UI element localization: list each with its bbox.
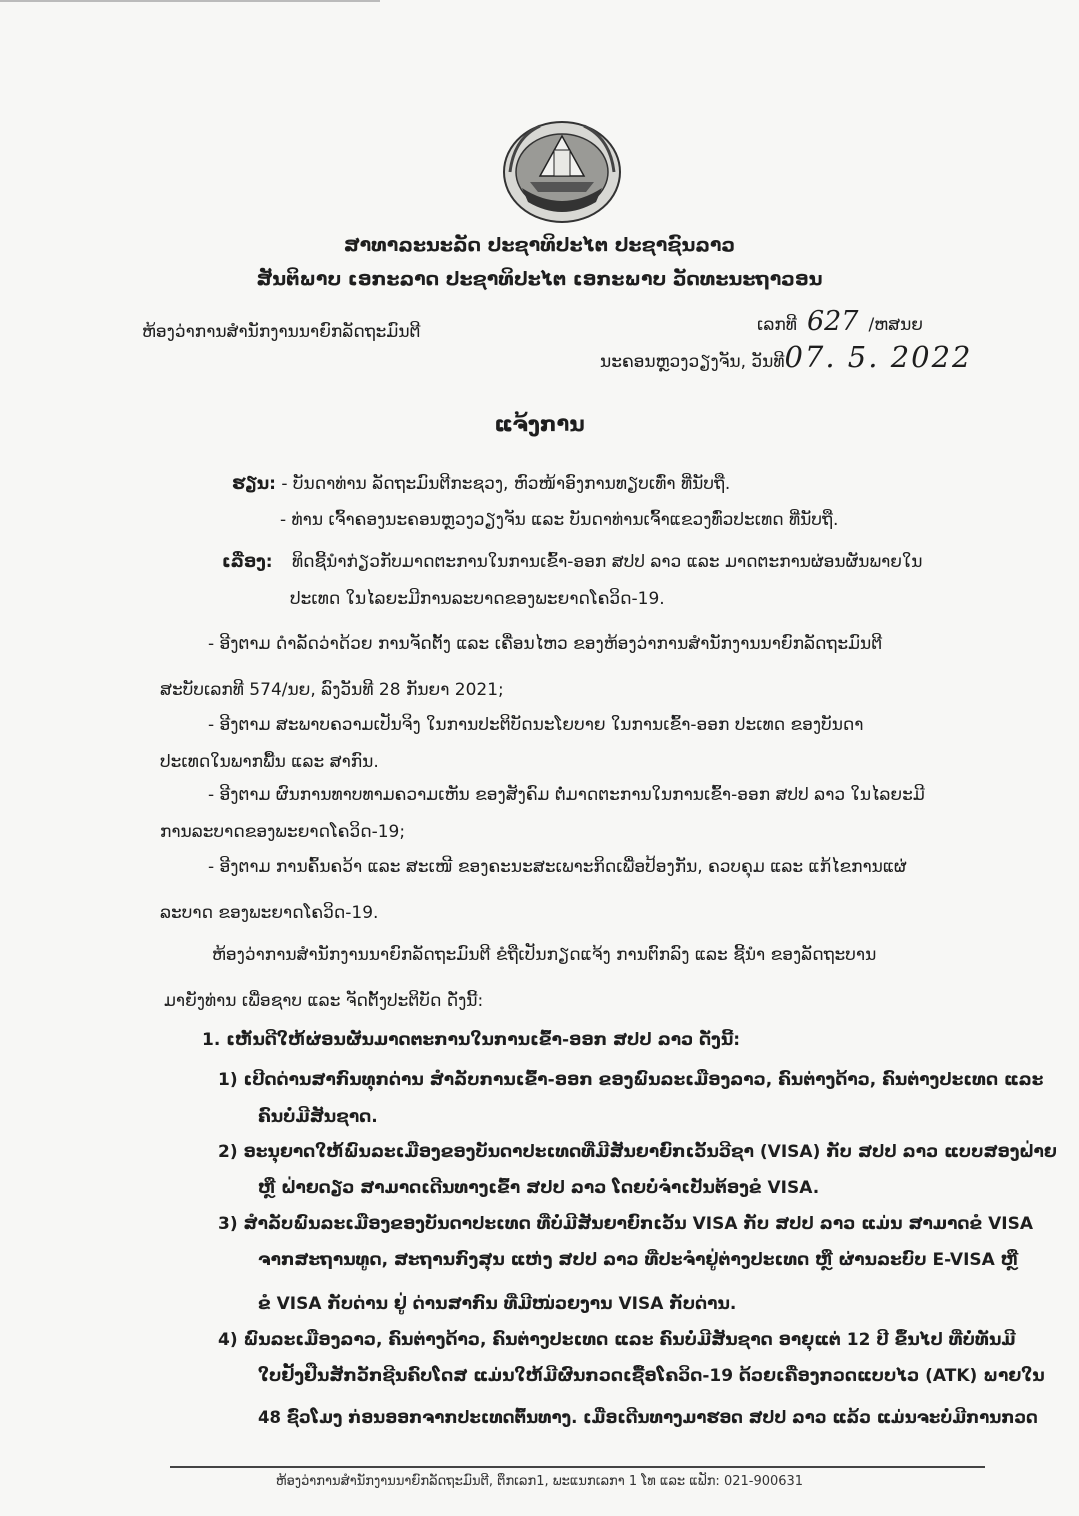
reference-3-line-2: ການລະບາດຂອງພະຍາດໂຄວິດ-19; <box>160 822 406 842</box>
document-title: ແຈ້ງການ <box>494 412 585 436</box>
item-4-line-2: ໃບຢັ້ງຢືນສັກວັກຊີນຄົບໂດສ ແມ່ນໃຫ້ມີຜົນກວດເຊື້ອໂຄວິດ-19 ດ້ວຍເຄື່ອງກວດແບບໄວ (ATK) ພາຍໃນ <box>258 1366 1045 1386</box>
section-1-heading: 1. ເຫັນດີໃຫ້ຜ່ອນຜັນມາດຕະການໃນການເຂົ້າ-ອອກ ສປປ ລາວ ດັ່ງນີ້: <box>202 1030 741 1050</box>
item-4-line-1: 4) ພົນລະເມືອງລາວ, ຄົນຕ່າງດ້າວ, ຄົນຕ່າງປະເທດ ແລະ ຄົນບໍ່ມີສັນຊາດ ອາຍຸແຕ່ 12 ປີ ຂຶ້ນໄປ ທີ່ບໍ່ທັນມີ <box>218 1330 1016 1350</box>
national-motto: ສັນຕິພາບ ເອກະລາດ ປະຊາທິປະໄຕ ເອກະພາບ ວັດທະນະຖາວອນ <box>256 268 823 290</box>
item-2-line-2: ຫຼື ຝ່າຍດຽວ ສາມາດເດີນທາງເຂົ້າ ສປປ ລາວ ໂດຍບໍ່ຈໍາເປັນຕ້ອງຂໍ VISA. <box>258 1178 820 1198</box>
footer-divider <box>170 1466 985 1468</box>
place-date <box>600 340 973 374</box>
subject-line-2: ປະເທດ ໃນໄລຍະມີການລະບາດຂອງພະຍາດໂຄວິດ-19. <box>290 589 665 609</box>
intro-line-2: ມາຍັງທ່ານ ເພື່ອຊາບ ແລະ ຈັດຕັ້ງປະຕິບັດ ດັ່ງນີ້: <box>164 991 484 1011</box>
reference-3-line-1: - ອີງຕາມ ຜົນການທາບທາມຄວາມເຫັນ ຂອງສັງຄົມ ຕໍ່ມາດຕະການໃນການເຂົ້າ-ອອກ ສປປ ລາວ ໃນໄລຍະມີ <box>208 785 925 805</box>
item-3-line-1: 3) ສໍາລັບພົນລະເມືອງຂອງບັນດາປະເທດ ທີ່ບໍ່ມີສັນຍາຍົກເວັ້ນ VISA ກັບ ສປປ ລາວ ແມ່ນ ສາມາດຂໍ VISA <box>218 1214 1033 1234</box>
recipients-line-1: ຮຽນ: - ບັນດາທ່ານ ລັດຖະມົນຕີກະຊວງ, ຫົວໜ້າອົງການທຽບເທົ່າ ທີ່ນັບຖື. <box>232 474 731 494</box>
intro-line-1: ຫ້ອງວ່າການສໍານັກງານນາຍົກລັດຖະມົນຕີ ຂໍຖືເປັນກຽດແຈ້ງ ການຕົກລົງ ແລະ ຊີ້ນໍາ ຂອງລັດຖະບານ <box>212 945 877 965</box>
reference-4-line-2: ລະບາດ ຂອງພະຍາດໂຄວິດ-19. <box>160 903 379 923</box>
reference-1-line-2: ສະບັບເລກທີ 574/ນຍ, ລົງວັນທີ 28 ກັນຍາ 2021; <box>160 680 504 700</box>
recipients-label: ຮຽນ: <box>232 474 276 494</box>
reference-number <box>757 306 923 337</box>
subject-label: ເລື່ອງ: <box>222 552 273 572</box>
item-1-line-2: ຄົນບໍ່ມີສັນຊາດ. <box>258 1107 378 1127</box>
reference-1-line-1: - ອີງຕາມ ດໍາລັດວ່າດ້ວຍ ການຈັດຕັ້ງ ແລະ ເຄື່ອນໄຫວ ຂອງຫ້ອງວ່າການສໍານັກງານນາຍົກລັດຖະມົນຕີ <box>208 634 883 654</box>
ref-label: ເລກທີ <box>757 315 797 335</box>
item-3-line-3: ຂໍ VISA ກັບດ່ານ ຢູ່ ດ່ານສາກົນ ທີ່ມີໜ່ວຍງານ VISA ກັບດ່ານ. <box>258 1294 737 1314</box>
item-3-line-2: ຈາກສະຖານທູດ, ສະຖານກົງສຸນ ແຫ່ງ ສປປ ລາວ ທີ່ປະຈໍາຢູ່ຕ່າງປະເທດ ຫຼື ຜ່ານລະບົບ E-VISA ຫຼື <box>258 1250 1019 1270</box>
ref-handwritten-number: 627 <box>806 306 859 337</box>
footer-contact: ຫ້ອງວ່າການສໍານັກງານນາຍົກລັດຖະມົນຕີ, ຕຶກເລກ1, ພະແນກເລກາ 1 ໂທ ແລະ ແຟັກ: 021-900631 <box>275 1474 804 1489</box>
item-2-line-1: 2) ອະນຸຍາດໃຫ້ພົນລະເມືອງຂອງບັນດາປະເທດທີ່ມີສັນຍາຍົກເວັ້ນວີຊາ (VISA) ກັບ ສປປ ລາວ ແບບສອງຝ່າຍ <box>218 1142 1057 1162</box>
issuing-office: ຫ້ອງວ່າການສໍານັກງານນາຍົກລັດຖະມົນຕີ <box>142 322 421 342</box>
item-4-line-3: 48 ຊົ່ວໂມງ ກ່ອນອອກຈາກປະເທດຕົ້ນທາງ. ເມື່ອເດີນທາງມາຮອດ ສປປ ລາວ ແລ້ວ ແມ່ນຈະບໍ່ມີການກວດ <box>258 1408 1038 1427</box>
ref-suffix: /ຫສນຍ <box>868 315 923 335</box>
recipients-line-2: - ທ່ານ ເຈົ້າຄອງນະຄອນຫຼວງວຽງຈັນ ແລະ ບັນດາທ່ານເຈົ້າແຂວງທົ່ວປະເທດ ທີ່ນັບຖື. <box>280 510 839 530</box>
reference-2-line-1: - ອີງຕາມ ສະພາບຄວາມເປັນຈິງ ໃນການປະຕິບັດນະໂຍບາຍ ໃນການເຂົ້າ-ອອກ ປະເທດ ຂອງບັນດາ <box>208 715 864 735</box>
national-emblem-icon <box>500 118 624 224</box>
item-1-line-1: 1) ເປີດດ່ານສາກົນທຸກດ່ານ ສໍາລັບການເຂົ້າ-ອອກ ຂອງພົນລະເມືອງລາວ, ຄົນຕ່າງດ້າວ, ຄົນຕ່າງປະເທດ ແລະ <box>218 1070 1044 1090</box>
handwritten-date: 07. 5. 2022 <box>784 340 973 374</box>
reference-4-line-1: - ອີງຕາມ ການຄົ້ນຄວ້າ ແລະ ສະເໜີ ຂອງຄະນະສະເພາະກິດເພື່ອປ້ອງກັນ, ຄວບຄຸມ ແລະ ແກ້ໄຂການແຜ່ <box>208 857 907 877</box>
place-label: ນະຄອນຫຼວງວຽງຈັນ, ວັນທີ <box>600 352 785 372</box>
subject-line-1: ເລື່ອງ: ທິດຊີ້ນໍາກ່ຽວກັບມາດຕະການໃນການເຂົ້າ-ອອກ ສປປ ລາວ ແລະ ມາດຕະການຜ່ອນຜັນພາຍໃນ <box>222 552 923 572</box>
reference-2-line-2: ປະເທດໃນພາກພື້ນ ແລະ ສາກົນ. <box>160 752 379 772</box>
national-header: ສາທາລະນະລັດ ປະຊາທິປະໄຕ ປະຊາຊົນລາວ <box>343 234 736 256</box>
scan-edge <box>0 0 380 2</box>
